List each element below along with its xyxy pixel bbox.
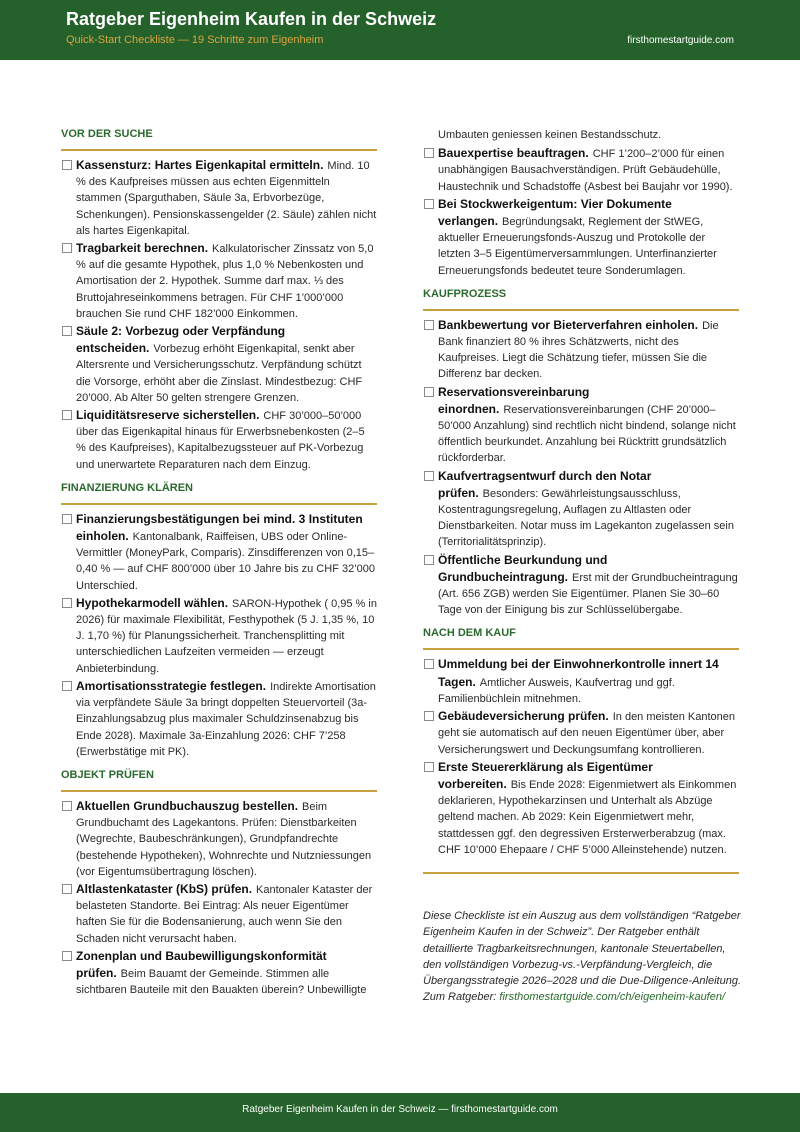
checklist-item <box>61 157 377 239</box>
checkbox[interactable] <box>424 659 434 669</box>
item-title: Kassensturz: Hartes Eigenkapital ermitteln. <box>76 158 324 172</box>
item-text: Kantonaler Kataster der belasteten Standorte. Bei Eintrag: Als neuer Eigentümer haften Sie für die Bodensanierung, auch wenn Sie den Schaden nicht verursacht haben. <box>76 883 373 945</box>
document-title: Ratgeber Eigenheim Kaufen in der Schweiz <box>66 9 437 29</box>
item-title: Bei Stockwerkeigentum: Vier Dokumente verlangen. <box>438 196 672 229</box>
item-text: Vorbezug erhöht Eigenkapital, senkt aber Altersrente und Versicherungsschutz. Verpfändung schützt die Vorsorge, erhöht aber die Zinslast. Mindestbezug: CHF 20’000. Ab Alter 50 gelten strengere Grenzen. <box>76 343 363 404</box>
checklist-item <box>423 759 739 858</box>
section-heading: OBJEKT PRÜFEN <box>61 768 377 792</box>
checklist-item <box>61 798 377 880</box>
item-text: Bis Ende 2028: Eigenmietwert als Einkommen deklarieren, Hypothekarzinsen und Unterhalt als Abzüge geltend machen. Ab 2029: Kein Eigenmietwert mehr, stattdessen ggf. den degressiven Ersterwerberabzug (max. CHF 10’000 Ehepaare / CHF 5’000 Alleinstehende) nutzen. <box>438 778 737 856</box>
checklist-item <box>423 656 739 707</box>
continuation-text: Umbauten geniessen keinen Bestandsschutz. <box>438 129 662 141</box>
checklist-item <box>61 948 377 999</box>
checkbox[interactable] <box>424 762 434 772</box>
item-title: Bankbewertung vor Bieterverfahren einholen. <box>438 317 699 332</box>
item-text: CHF 1’200–2’000 für einen unabhängigen Bausachverständigen. Prüft Gebäudehülle, Haustechnik und Schadstoffe (Asbest bei Baujahr vor 1990). <box>438 148 733 193</box>
item-text: Kantonalbank, Raiffeisen, UBS oder Online-Vermittler (MoneyPark, Comparis). Zinsdifferenzen von 0,15–0,40 % — auf CHF 800’000 über 10 Jahre bis zu CHF 32’000 Unterschied. <box>76 531 375 592</box>
item-title: Altlastenkataster (KbS) prüfen. <box>76 881 253 896</box>
checklist-item <box>423 468 739 551</box>
left-column <box>61 127 377 999</box>
checkbox[interactable] <box>424 471 434 481</box>
checklist-item <box>61 678 377 760</box>
item-title: Zonenplan und Baubewilligungskonformität prüfen. <box>76 948 327 980</box>
checklist-item <box>61 240 377 322</box>
checkbox[interactable] <box>62 243 72 253</box>
item-text: Beim Bauamt der Gemeinde. Stimmen alle sichtbaren Bauteile mit den Bauakten überein? Unbewilligte <box>76 967 367 997</box>
checklist-item <box>61 407 377 473</box>
item-text: Beim Grundbuchamt des Lagekantons. Prüfen: Dienstbarkeiten (Wegrechte, Baubeschränkungen), Grundpfandrechte (bestehende Hypotheken), Wohnrechte und Nutzniessungen (vor Eigentumsübertragung löschen). <box>76 800 372 878</box>
checklist-item <box>61 881 377 947</box>
checkbox[interactable] <box>424 320 434 330</box>
checkbox[interactable] <box>424 555 434 565</box>
checkbox[interactable] <box>62 410 72 420</box>
checklist-group <box>423 145 739 279</box>
item-text: Besonders: Gewährleistungsausschluss, Kostentragungsregelung, Auflagen zu Altlasten oder Dienstbarkeiten. Notar muss im Lagekanton zugelassen sein (Territorialitätsprinzip). <box>438 487 734 549</box>
item-title: Amortisationsstrategie festlegen. <box>76 678 267 693</box>
checklist-item <box>61 511 377 594</box>
page-header <box>0 0 800 60</box>
checklist-item <box>423 196 739 279</box>
item-text: In den meisten Kantonen geht sie automatisch auf den neuen Eigentümer über, aber Versicherungswert und Deckungsumfang kontrollieren. <box>438 711 736 756</box>
document-subtitle: Quick-Start Checkliste — 19 Schritte zum Eigenheim <box>66 34 324 46</box>
item-text: Indirekte Amortisation via verpfändete Säule 3a bringt doppelten Steuervorteil (3a-Einzahlungsabzug plus maximaler Schuldzinsenabzug bis Ende 2028). Maximale 3a-Einzahlung 2026: CHF 7’258 (Erwerbstätige mit PK). <box>76 680 376 758</box>
checklist-sections <box>423 287 739 858</box>
item-title: Kaufvertragsentwurf durch den Notar prüfen. <box>438 468 652 500</box>
checklist-item <box>61 323 377 406</box>
checklist-item <box>423 552 739 619</box>
item-text: Reservationsvereinbarungen (CHF 20’000–50’000 Anzahlung) sind rechtlich nicht bindend, solange nicht öffentlich beurkundet. Anzahlung bei Rücktritt grundsätzlich rückforderbar. <box>438 403 736 465</box>
end-divider <box>423 872 739 874</box>
checkbox[interactable] <box>62 514 72 524</box>
section-heading: NACH DEM KAUF <box>423 626 739 650</box>
item-text: SARON-Hypothek ( 0,95 % in 2026) für maximale Flexibilität, Festhypothek (5 J. 1,35 %, 10 J. 1,70 %) für Planungssicherheit. Tranchensplitting mit unterschiedlichen Laufzeiten vermeiden — erzeugt Anbieterbindung. <box>76 597 377 675</box>
checklist-item <box>61 595 377 677</box>
checkbox[interactable] <box>62 160 72 170</box>
checkbox[interactable] <box>62 951 72 961</box>
checkbox[interactable] <box>62 326 72 336</box>
right-column <box>423 127 739 874</box>
checkbox[interactable] <box>62 884 72 894</box>
item-title: Erste Steuererklärung als Eigentümer vorbereiten. <box>438 759 653 791</box>
checkbox[interactable] <box>424 711 434 721</box>
item-text: Mind. 10 % des Kaufpreises müssen aus echten Eigenmitteln stammen (Sparguthaben, Säule 3a, Erbvorbezüge, Schenkungen). Pensionskassengelder (2. Säule) zählen nicht als hartes Eigenkapital. <box>76 160 377 237</box>
item-text: Kalkulatorischer Zinssatz von 5,0 % auf die gesamte Hypothek, plus 1,0 % Nebenkosten und Amortisation der 2. Hypothek. Summe darf max. ⅓ des Bruttojahreseinkommens betragen. Für CHF 1’000’000 brauchen Sie rund CHF 182’000 Einkommen. <box>76 243 374 320</box>
item-text: Die Bank finanziert 80 % ihres Schätzwerts, nicht des Kaufpreises. Liegt die Schätzung tiefer, müssen Sie die Differenz bar decken. <box>438 319 719 381</box>
checkbox[interactable] <box>62 598 72 608</box>
page-footer <box>0 1093 800 1132</box>
item-title: Tragbarkeit berechnen. <box>76 241 209 256</box>
item-title: Finanzierungsbestätigungen bei mind. 3 Instituten einholen. <box>76 511 363 544</box>
checklist-item <box>423 317 739 383</box>
item-title: Reservationsvereinbarung einordnen. <box>438 384 590 416</box>
item-title: Hypothekarmodell wählen. <box>76 595 229 610</box>
checklist-item <box>423 145 739 195</box>
item-title: Öffentliche Beurkundung und Grundbucheintragung. <box>438 552 608 584</box>
footnote-text: Diese Checkliste ist ein Auszug aus dem vollständigen “Ratgeber Eigenheim Kaufen in der Schweiz”. Der Ratgeber enthält detaillierte Tragbarkeitsrechnungen, kantonale Steuertabellen, den vollständigen Vorbezug-vs.-Verpfändung-Vergleich, die Übergangsstrategie 2026–2028 und die Due-Diligence-Anleitung. Zum Ratgeber: <box>423 910 741 1004</box>
header-site-link[interactable]: firsthomestartguide.com <box>627 35 734 46</box>
checkbox[interactable] <box>62 681 72 691</box>
item-text: Erst mit der Grundbucheintragung (Art. 656 ZGB) werden Sie Eigentümer. Planen Sie 30–60 Tage von der Einigung bis zur Schlüsselübergabe. <box>438 571 738 617</box>
item-title: Liquiditätsreserve sicherstellen. <box>76 408 260 423</box>
item-text: Begründungsakt, Reglement der StWEG, aktueller Erneuerungsfonds-Auszug und Protokolle der letzten 3–5 Eigentümerversammlungen. Unterfinanzierter Erneuerungsfonds bedeutet teure Sonderumlagen. <box>438 216 717 277</box>
item-title: Ummeldung bei der Einwohnerkontrolle innert 14 Tagen. <box>438 657 719 689</box>
guide-link[interactable]: firsthomestartguide.com/ch/eigenheim-kaufen/ <box>499 991 726 1004</box>
checklist-item <box>423 708 739 758</box>
checkbox[interactable] <box>424 387 434 397</box>
footnote <box>423 908 743 1006</box>
checklist-item <box>423 384 739 467</box>
section-heading: KAUFPROZESS <box>423 287 739 311</box>
item-title: Bauexpertise beauftragen. <box>438 146 589 161</box>
item-title: Aktuellen Grundbuchauszug bestellen. <box>76 798 299 813</box>
item-text: CHF 30’000–50’000 über das Eigenkapital hinaus für Erwerbsnebenkosten (2–5 % des Kaufpreises), Kapitalbezugssteuer auf PK-Vorbezug und unerwartete Reparaturen nach dem Einzug. <box>76 410 365 471</box>
item-title: Säule 2: Vorbezug oder Verpfändung entscheiden. <box>76 324 286 356</box>
section-heading: VOR DER SUCHE <box>61 127 377 151</box>
footer-text: Ratgeber Eigenheim Kaufen in der Schweiz — firsthomestartguide.com <box>242 1104 558 1115</box>
checkbox[interactable] <box>62 801 72 811</box>
item-text: Amtlicher Ausweis, Kaufvertrag und ggf. Familienbüchlein mitnehmen. <box>438 676 675 705</box>
checkbox[interactable] <box>424 199 434 209</box>
checkbox[interactable] <box>424 148 434 158</box>
section-heading: FINANZIERUNG KLÄREN <box>61 481 377 505</box>
item-title: Gebäudeversicherung prüfen. <box>438 709 609 724</box>
